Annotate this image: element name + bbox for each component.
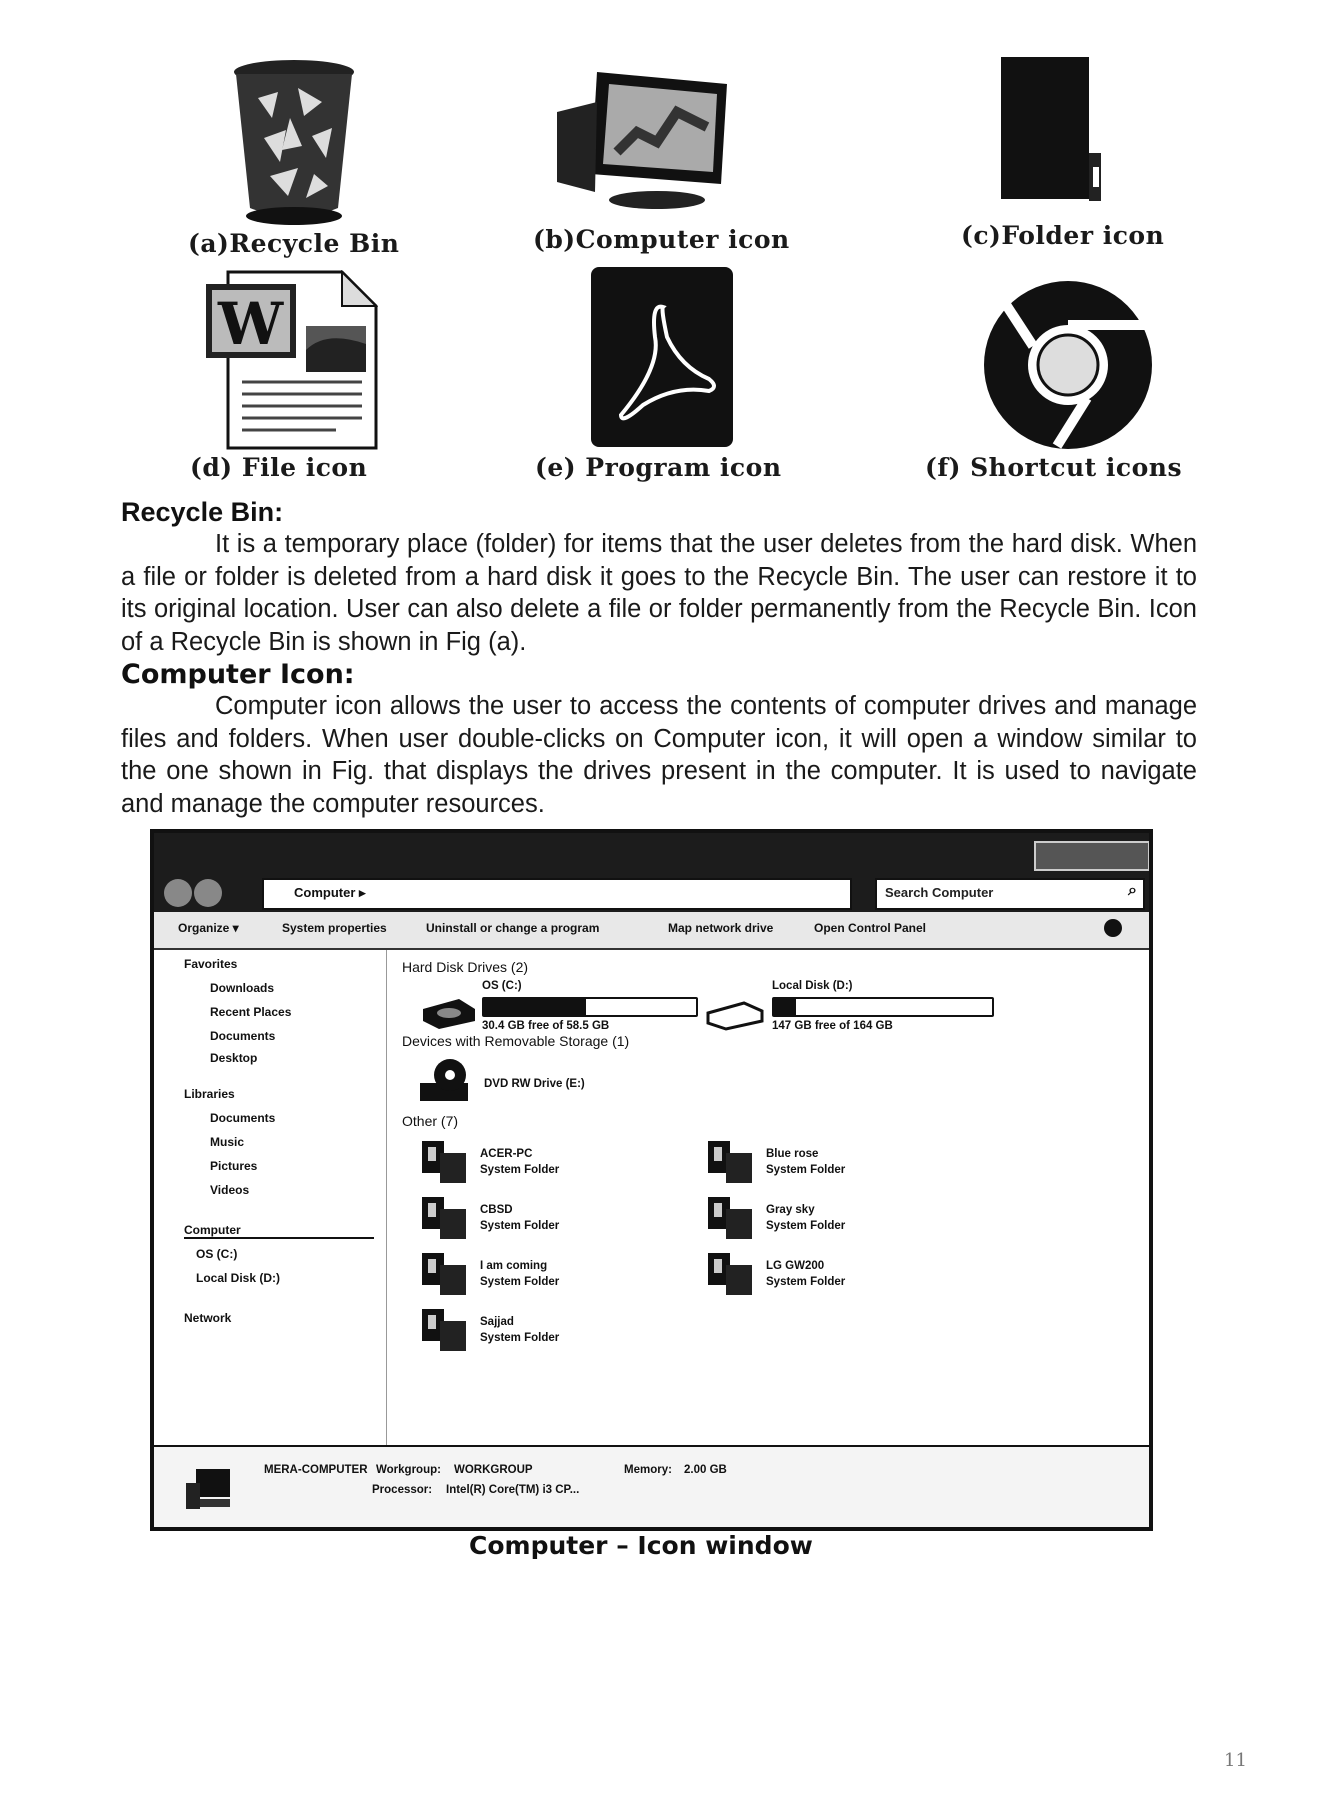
other-item-name[interactable]: I am coming xyxy=(480,1260,548,1272)
open-control-panel-button[interactable]: Open Control Panel xyxy=(814,921,927,935)
dvd-drive-label[interactable]: DVD RW Drive (E:) xyxy=(484,1078,585,1090)
address-text: Computer ▸ xyxy=(294,885,366,900)
other-item-type: System Folder xyxy=(480,1332,560,1344)
computer-window xyxy=(150,829,1153,1531)
nav-item[interactable]: Recent Places xyxy=(210,1005,292,1019)
shortcut-icon xyxy=(983,280,1153,450)
address-bar[interactable] xyxy=(262,878,852,910)
file-icon xyxy=(206,270,378,450)
search-input[interactable] xyxy=(875,878,1145,910)
window-caption: Computer – Icon window xyxy=(469,1531,813,1560)
other-item-type: System Folder xyxy=(480,1164,560,1176)
search-icon: ⌕ xyxy=(1128,882,1137,899)
computer-icon xyxy=(557,72,729,212)
nav-libraries[interactable]: Libraries xyxy=(184,1087,235,1101)
status-computer-name: MERA-COMPUTER xyxy=(264,1464,368,1476)
nav-network[interactable]: Network xyxy=(184,1311,232,1325)
folder-icon xyxy=(993,57,1107,205)
caption-folder-icon: (c)Folder icon xyxy=(961,221,1165,250)
other-item-name[interactable]: Blue rose xyxy=(766,1148,819,1160)
computer-icon-body: Computer icon allows the user to access the contents of computer drives and manage files and folders. When user double-clicks on Computer icon, it will open a window similar to the one shown in Fig. that displays the drives present in the computer. It is used to navigate and manage the computer resources. xyxy=(121,692,1197,818)
system-folder-icon xyxy=(418,1193,470,1241)
status-processor: Intel(R) Core(TM) i3 CP... xyxy=(446,1484,580,1496)
nav-favorites[interactable]: Favorites xyxy=(184,957,238,971)
other-section[interactable]: Other (7) xyxy=(402,1113,459,1129)
system-folder-icon xyxy=(704,1249,756,1297)
caption-shortcut-icons: (f) Shortcut icons xyxy=(925,453,1183,482)
back-forward-buttons[interactable] xyxy=(164,875,234,909)
uninstall-button[interactable]: Uninstall or change a program xyxy=(426,921,600,935)
devices-section[interactable]: Devices with Removable Storage (1) xyxy=(402,1033,630,1049)
system-folder-icon xyxy=(704,1193,756,1241)
map-network-drive-button[interactable]: Map network drive xyxy=(668,921,774,935)
other-item-type: System Folder xyxy=(766,1220,846,1232)
other-item-name[interactable]: LG GW200 xyxy=(766,1260,825,1272)
page-number: 11 xyxy=(1224,1750,1247,1771)
organize-button[interactable]: Organize ▾ xyxy=(178,921,239,935)
details-pane xyxy=(154,1445,1149,1531)
caption-computer-icon: (b)Computer icon xyxy=(533,225,790,254)
drive-d-name[interactable]: Local Disk (D:) xyxy=(772,980,853,992)
computer-small-icon xyxy=(182,1465,234,1511)
system-folder-icon xyxy=(418,1249,470,1297)
nav-item[interactable]: Desktop xyxy=(210,1051,258,1065)
other-item-type: System Folder xyxy=(480,1220,560,1232)
system-folder-icon xyxy=(418,1305,470,1353)
dvd-drive-icon xyxy=(416,1055,472,1107)
caption-program-icon: (e) Program icon xyxy=(535,453,782,482)
caption-file-icon: (d) File icon xyxy=(190,453,368,482)
status-processor-label: Processor: xyxy=(372,1484,433,1496)
drive-d-free: 147 GB free of 164 GB xyxy=(772,1020,893,1032)
other-item-type: System Folder xyxy=(766,1164,846,1176)
nav-item[interactable]: Pictures xyxy=(210,1159,258,1173)
other-item-type: System Folder xyxy=(766,1276,846,1288)
hard-disk-section[interactable]: Hard Disk Drives (2) xyxy=(402,959,529,975)
drive-c-name[interactable]: OS (C:) xyxy=(482,980,522,992)
system-properties-button[interactable]: System properties xyxy=(282,921,387,935)
other-item-name[interactable]: Gray sky xyxy=(766,1204,815,1216)
system-folder-icon xyxy=(704,1137,756,1185)
recycle-bin-paragraph xyxy=(121,528,1197,658)
search-placeholder: Search Computer xyxy=(885,885,994,900)
drive-d-usage-bar xyxy=(772,997,994,1017)
nav-item[interactable]: Downloads xyxy=(210,981,275,995)
recycle-bin-heading: Recycle Bin: xyxy=(121,497,284,527)
nav-item[interactable]: Local Disk (D:) xyxy=(196,1271,281,1285)
drive-c-usage-bar xyxy=(482,997,698,1017)
status-memory: 2.00 GB xyxy=(684,1464,727,1476)
drive-d-icon xyxy=(704,997,766,1033)
other-item-name[interactable]: ACER-PC xyxy=(480,1148,533,1160)
status-workgroup: WORKGROUP xyxy=(454,1464,533,1476)
other-item-name[interactable]: CBSD xyxy=(480,1204,513,1216)
program-icon xyxy=(591,267,733,447)
nav-computer[interactable]: Computer xyxy=(184,1223,374,1239)
system-folder-icon xyxy=(418,1137,470,1185)
computer-icon-heading: Computer Icon: xyxy=(121,659,355,690)
file-icon-letter: W xyxy=(218,290,284,358)
help-icon[interactable] xyxy=(1104,919,1122,937)
nav-item[interactable]: Videos xyxy=(210,1183,250,1197)
status-workgroup-label: Workgroup: xyxy=(376,1464,441,1476)
nav-item[interactable]: Music xyxy=(210,1135,245,1149)
caption-recycle-bin: (a)Recycle Bin xyxy=(188,229,400,258)
other-item-type: System Folder xyxy=(480,1276,560,1288)
drive-c-icon xyxy=(419,995,479,1031)
nav-item[interactable]: Documents xyxy=(210,1029,276,1043)
window-controls[interactable] xyxy=(1034,841,1150,871)
other-item-name[interactable]: Sajjad xyxy=(480,1316,514,1328)
recycle-bin-icon xyxy=(228,58,360,228)
computer-icon-paragraph xyxy=(121,690,1197,820)
nav-item[interactable]: OS (C:) xyxy=(196,1247,238,1261)
drive-c-free: 30.4 GB free of 58.5 GB xyxy=(482,1020,610,1032)
status-memory-label: Memory: xyxy=(624,1464,672,1476)
recycle-bin-body: It is a temporary place (folder) for items that the user deletes from the hard disk. When a file or folder is deleted from a hard disk it goes to the Recycle Bin. The user can restore it to its original location. User can also delete a file or folder permanently from the Recycle Bin. Icon of a Recycle Bin is shown in Fig (a). xyxy=(121,530,1197,656)
navigation-pane xyxy=(154,950,387,1448)
nav-item[interactable]: Documents xyxy=(210,1111,276,1125)
